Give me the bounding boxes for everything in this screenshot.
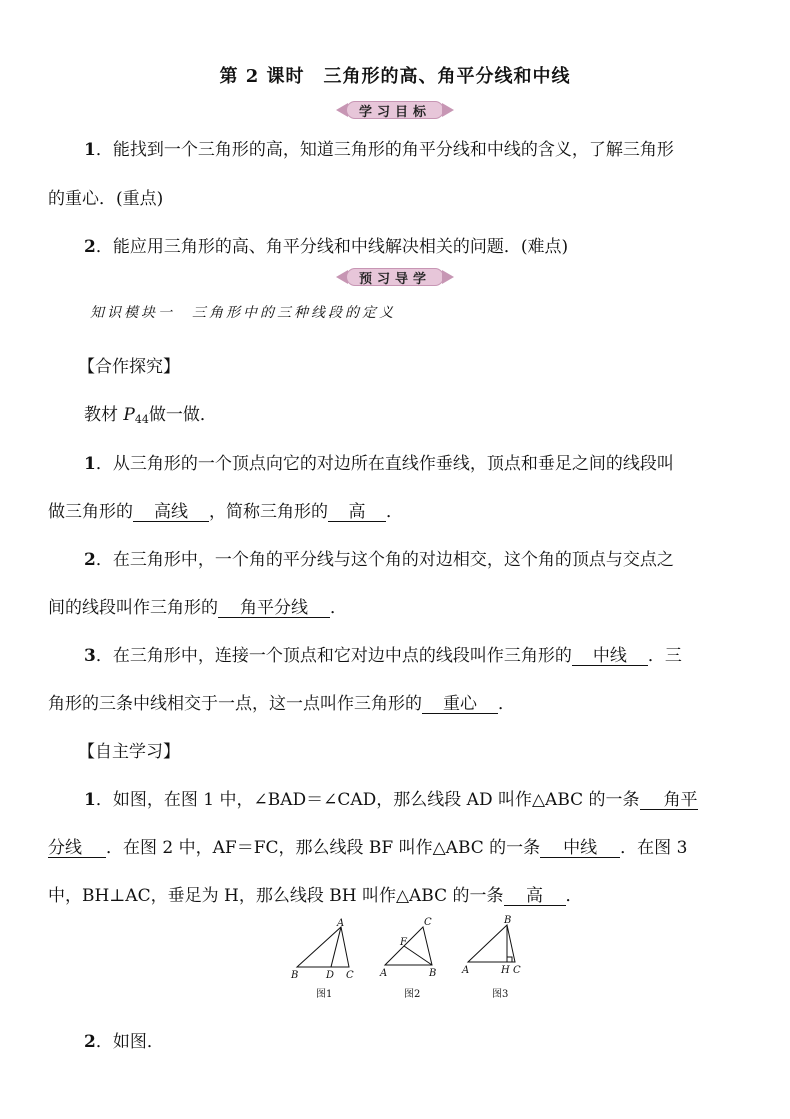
goal-text: ．能找到一个三角形的高，知道三角形的角平分线和中线的含义，了解三角形 — [95, 140, 674, 160]
item-text: ． — [330, 598, 347, 618]
coop-item-3-line-2 — [48, 689, 515, 714]
self-item-1-line-2 — [48, 833, 687, 858]
item-text: ．三 — [647, 646, 682, 666]
item-text: 间的线段叫作三角形的 — [48, 598, 218, 618]
ref-post: 做一做． — [148, 405, 217, 425]
fig3-right-angle-mark — [507, 957, 512, 962]
ref-pre: 教材 — [84, 405, 124, 425]
answer-blank: 中线 — [540, 839, 620, 858]
section-self-study: 【自主学习】 — [78, 742, 180, 762]
banner-learning-goals — [331, 101, 459, 119]
fig3-triangle — [468, 925, 515, 962]
banner-right-tip — [442, 103, 454, 117]
coop-item-1-line-2 — [48, 497, 403, 522]
banner-label: 预习导学 — [346, 268, 444, 286]
goal-1-line-1 — [84, 135, 674, 160]
goal-1-line-2: 的重心．(重点) — [48, 189, 164, 209]
figure-1 — [297, 927, 349, 967]
goal-number: 1 — [84, 140, 96, 160]
fig2-label-a: A — [380, 968, 388, 979]
fig2-label-f: F — [400, 937, 407, 948]
fig2-triangle — [385, 927, 432, 965]
item-text: ，简称三角形的 — [209, 502, 328, 522]
fig1-angle-bisector-ad — [331, 927, 341, 967]
ref-page-number: 44 — [134, 413, 149, 426]
ref-page-letter: P — [123, 405, 135, 425]
coop-item-2-line-1 — [84, 545, 674, 570]
fig3-caption: 图3 — [492, 989, 509, 1000]
figure-3 — [468, 925, 515, 962]
triangle-figures — [285, 915, 535, 1005]
answer-blank: 中线 — [572, 647, 648, 666]
fig1-triangle — [297, 927, 349, 967]
item-text: 中，BH⊥AC，垂足为 H，那么线段 BH 叫作△ABC 的一条 — [48, 886, 504, 906]
item-text: 做三角形的 — [48, 502, 133, 522]
figures-svg — [285, 915, 535, 1005]
item-text: ．在三角形中，连接一个顶点和它对边中点的线段叫作三角形的 — [95, 646, 572, 666]
answer-blank: 高 — [504, 887, 566, 906]
item-number: 3 — [84, 646, 96, 666]
self-item-2 — [84, 1027, 164, 1052]
item-number: 2 — [84, 1032, 96, 1052]
item-text: ． — [386, 502, 403, 522]
goal-text: ．能应用三角形的高、角平分线和中线解决相关的问题．(难点) — [95, 237, 569, 257]
answer-blank: 角平 — [640, 791, 698, 810]
fig3-label-c: C — [513, 965, 521, 976]
fig1-label-c: C — [346, 970, 354, 981]
banner-right-tip — [442, 270, 454, 284]
goal-2 — [84, 232, 568, 257]
banner-label: 学习目标 — [346, 101, 444, 119]
item-number: 1 — [84, 454, 96, 474]
answer-blank: 重心 — [422, 695, 498, 714]
fig3-label-h: H — [501, 965, 510, 976]
banner-preview-guide — [331, 268, 459, 286]
answer-blank: 高线 — [133, 503, 209, 522]
item-text: ． — [498, 694, 515, 714]
item-text: ．在三角形中，一个角的平分线与这个角的对边相交，这个角的顶点与交点之 — [95, 550, 674, 570]
item-text: ．如图，在图 1 中，∠BAD＝∠CAD，那么线段 AD 叫作△ABC 的一条 — [95, 790, 640, 810]
item-text: ． — [565, 886, 583, 906]
item-text: ．在图 3 — [620, 838, 688, 858]
coop-item-2-line-2 — [48, 593, 347, 618]
self-item-1-line-1 — [84, 785, 698, 810]
textbook-reference — [84, 400, 217, 426]
fig2-label-c: C — [424, 917, 432, 928]
answer-blank: 角平分线 — [218, 599, 330, 618]
page-title: 第 2 课时 三角形的高、角平分线和中线 — [219, 66, 571, 87]
knowledge-module-heading: 知识模块一 三角形中的三种线段的定义 — [90, 305, 396, 321]
item-text: ．在图 2 中，AF＝FC，那么线段 BF 叫作△ABC 的一条 — [106, 838, 541, 858]
fig1-label-d: D — [326, 970, 335, 981]
goal-number: 2 — [84, 237, 96, 257]
fig3-label-b: B — [504, 915, 512, 926]
fig2-caption: 图2 — [404, 989, 421, 1000]
figure-2 — [385, 927, 432, 965]
fig1-caption: 图1 — [316, 989, 333, 1000]
coop-item-1-line-1 — [84, 449, 674, 474]
item-text: ．如图． — [95, 1032, 164, 1052]
answer-blank: 分线 — [48, 839, 106, 858]
fig1-label-b: B — [291, 970, 299, 981]
section-cooperative-inquiry: 【合作探究】 — [78, 357, 180, 377]
item-number: 2 — [84, 550, 96, 570]
item-text: ．从三角形的一个顶点向它的对边所在直线作垂线，顶点和垂足之间的线段叫 — [95, 454, 674, 474]
item-text: 角形的三条中线相交于一点，这一点叫作三角形的 — [48, 694, 422, 714]
fig3-label-a: A — [462, 965, 470, 976]
coop-item-3-line-1 — [84, 641, 682, 666]
item-number: 1 — [84, 790, 96, 810]
answer-blank: 高 — [328, 503, 386, 522]
self-item-1-line-3 — [48, 881, 583, 906]
fig2-label-b: B — [429, 968, 437, 979]
fig1-label-a: A — [337, 918, 345, 929]
